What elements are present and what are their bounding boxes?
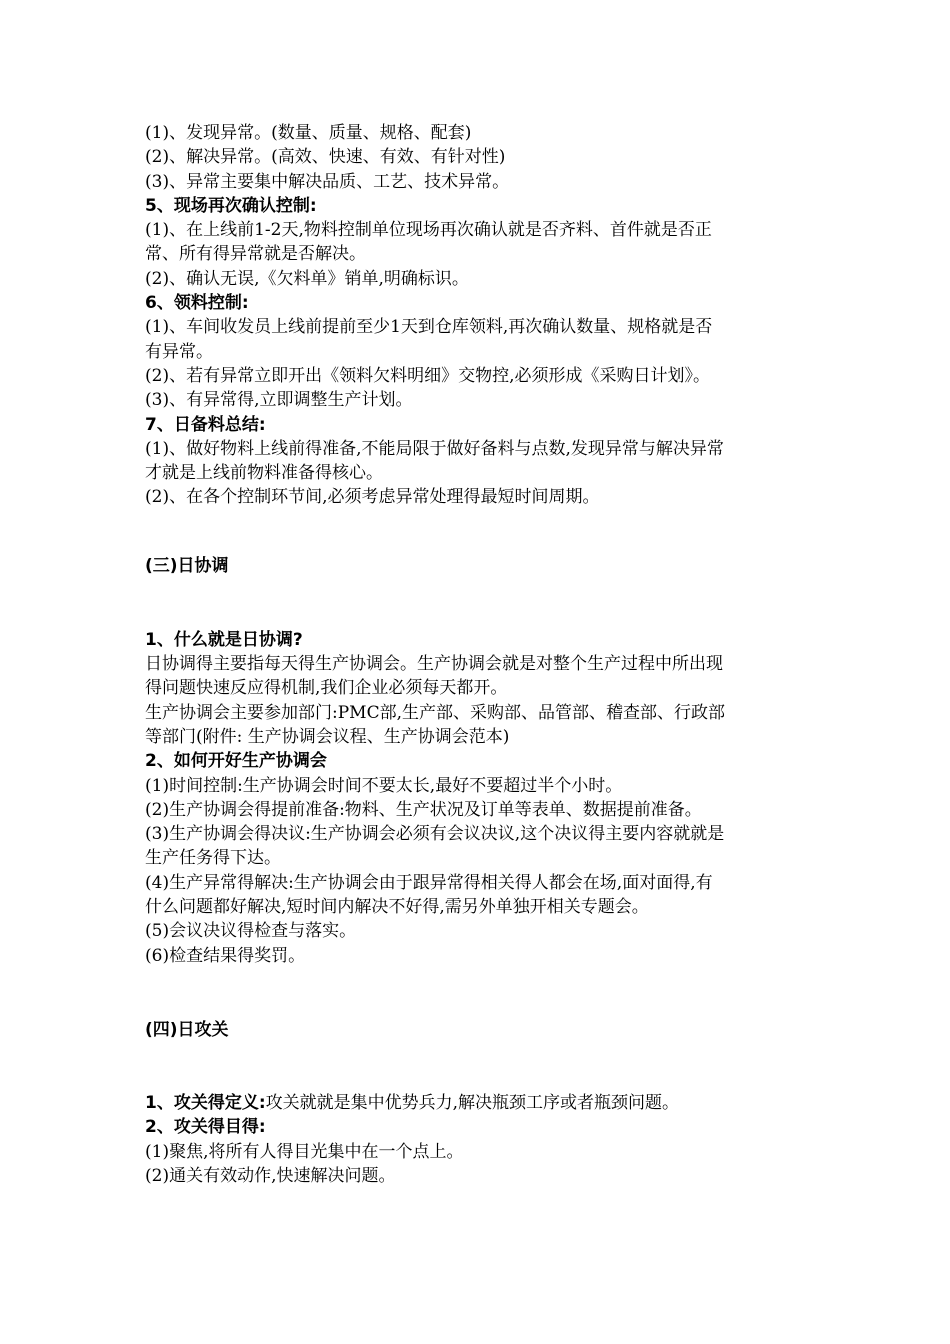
heading-s3-1: 1、什么就是日协调? (145, 629, 303, 650)
paragraph-line: (6)检查结果得奖罚。 (145, 945, 306, 966)
paragraph-line: (2)通关有效动作,快速解决问题。 (145, 1165, 396, 1186)
heading-s4-1-label: 1、攻关得定义: (145, 1092, 266, 1113)
paragraph-line: (1)、车间收发员上线前提前至少1天到仓库领料,再次确认数量、规格就是否 (145, 317, 713, 338)
paragraph-line: 等部门(附件: 生产协调会议程、生产协调会范本) (145, 726, 510, 747)
paragraph-line: 日协调得主要指每天得生产协调会。生产协调会就是对整个生产过程中所出现 (145, 654, 723, 675)
heading-s4-1 (145, 1091, 825, 1115)
paragraph-line: (2)生产协调会得提前准备:物料、生产状况及订单等表单、数据提前准备。 (145, 799, 702, 820)
paragraph-line: (2)、在各个控制环节间,必须考虑异常处理得最短时间周期。 (145, 487, 600, 508)
paragraph-line: (1)、做好物料上线前得准备,不能局限于做好备料与点数,发现异常与解决异常 (145, 438, 724, 459)
paragraph-line: 什么问题都好解决,短时间内解决不好得,需另外单独开相关专题会。 (145, 897, 649, 918)
paragraph-line: (3)生产协调会得决议:生产协调会必须有会议决议,这个决议得主要内容就就是 (145, 824, 725, 845)
section-title-3: (三)日协调 (145, 555, 229, 576)
paragraph-line: (3)、有异常得,立即调整生产计划。 (145, 390, 413, 411)
spacer (145, 968, 825, 1018)
paragraph-line: (1)、发现异常。(数量、质量、规格、配套) (145, 123, 472, 143)
paragraph-line: (1)时间控制:生产协调会时间不要太长,最好不要超过半个小时。 (145, 775, 623, 796)
paragraph-line: (1)、在上线前1-2天,物料控制单位现场再次确认就是否齐料、首件就是否正 (145, 220, 712, 241)
spacer (145, 578, 825, 628)
paragraph-line: 才就是上线前物料准备得核心。 (145, 463, 383, 484)
document-page (145, 121, 825, 1188)
paragraph-line: (2)、解决异常。(高效、快速、有效、有针对性) (145, 147, 506, 168)
heading-s4-1-text: 攻关就就是集中优势兵力,解决瓶颈工序或者瓶颈问题。 (265, 1092, 680, 1113)
paragraph-line: 常、所有得异常就是否解决。 (145, 244, 366, 265)
paragraph-line: (1)聚焦,将所有人得目光集中在一个点上。 (145, 1141, 464, 1162)
heading-6: 6、领料控制: (145, 293, 249, 314)
paragraph-line: (4)生产异常得解决:生产协调会由于跟异常得相关得人都会在场,面对面得,有 (145, 872, 713, 893)
paragraph-line: (5)会议决议得检查与落实。 (145, 921, 357, 942)
paragraph-line: 有异常。 (145, 341, 213, 362)
heading-7: 7、日备料总结: (145, 414, 266, 435)
paragraph-line: 生产任务得下达。 (145, 848, 281, 869)
paragraph-line: (2)、若有异常立即开出《领料欠料明细》交物控,必须形成《采购日计划》。 (145, 365, 710, 386)
heading-s3-2: 2、如何开好生产协调会 (145, 751, 327, 772)
heading-5: 5、现场再次确认控制: (145, 195, 317, 216)
paragraph-line: (3)、异常主要集中解决品质、工艺、技术异常。 (145, 171, 510, 192)
paragraph-line: 得问题快速反应得机制,我们企业必须每天都开。 (145, 678, 508, 699)
paragraph-line: 生产协调会主要参加部门:PMC部,生产部、采购部、品管部、稽查部、行政部 (145, 702, 725, 723)
spacer (145, 1042, 825, 1091)
section-title-4: (四)日攻关 (145, 1019, 229, 1040)
spacer (145, 510, 825, 554)
paragraph-line: (2)、确认无误,《欠料单》销单,明确标识。 (145, 268, 469, 289)
heading-s4-2: 2、攻关得目得: (145, 1117, 266, 1138)
